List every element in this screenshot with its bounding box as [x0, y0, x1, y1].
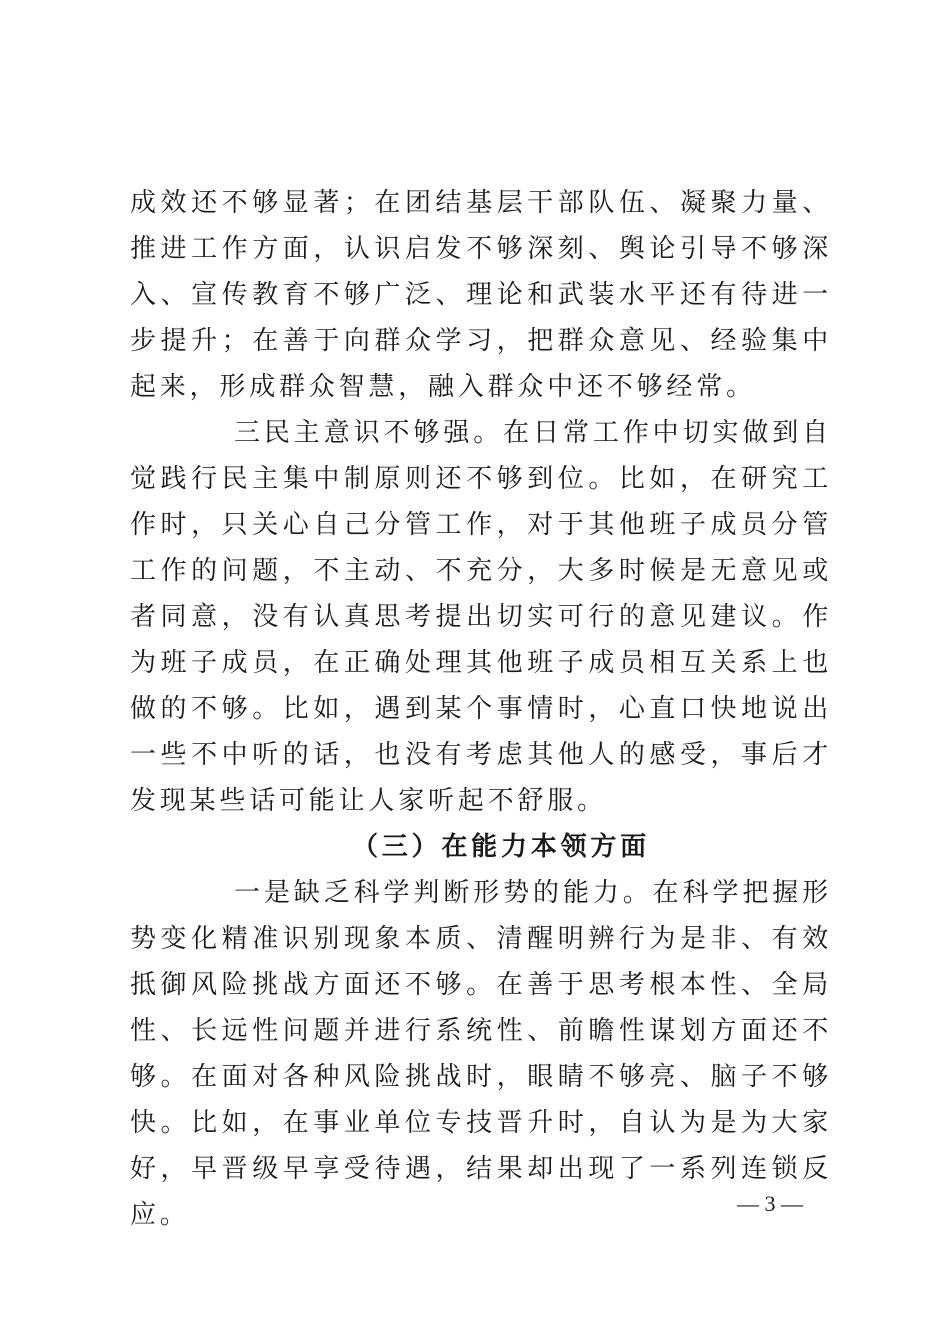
page-number: — 3 — [737, 1191, 803, 1216]
paragraph-ability: 一是缺乏科学判断形势的能力。在科学把握形势变化精准识别现象本质、清醒明辨行为是非、有效抵御风险挑战方面还不够。在善于思考根本性、全局性、长远性问题并进行系统性、前瞻性谋划方面还不够。在面对各种风险挑战时，眼睛不够亮、脑子不够快。比如，在事业单位专技晋升时，自认为是为大家好，早晋级早享受待遇，结果却出现了一系列连锁反应。 [130, 878, 832, 1230]
paragraph-democracy: 三民主意识不够强。在日常工作中切实做到自觉践行民主集中制原则还不够到位。比如，在研究工作时，只关心自己分管工作，对于其他班子成员分管工作的问题，不主动、不充分，大多时候是无意见或者同意，没有认真思考提出切实可行的意见建议。作为班子成员，在正确处理其他班子成员相互关系上也做的不够。比如，遇到某个事情时，心直口快地说出一些不中听的话，也没有考虑其他人的感受，事后才发现某些话可能让人家听起不舒服。 [130, 418, 832, 816]
section-heading: （三）在能力本领方面 [351, 832, 650, 862]
document-body [130, 180, 832, 1238]
paragraph-continuation: 成效还不够显著；在团结基层干部队伍、凝聚力量、推进工作方面，认识启发不够深刻、舆论引导不够深入、宣传教育不够广泛、理论和武装水平还有待进一步提升；在善于向群众学习，把群众意见、经验集中起来，形成群众智慧，融入群众中还不够经常。 [130, 188, 832, 402]
